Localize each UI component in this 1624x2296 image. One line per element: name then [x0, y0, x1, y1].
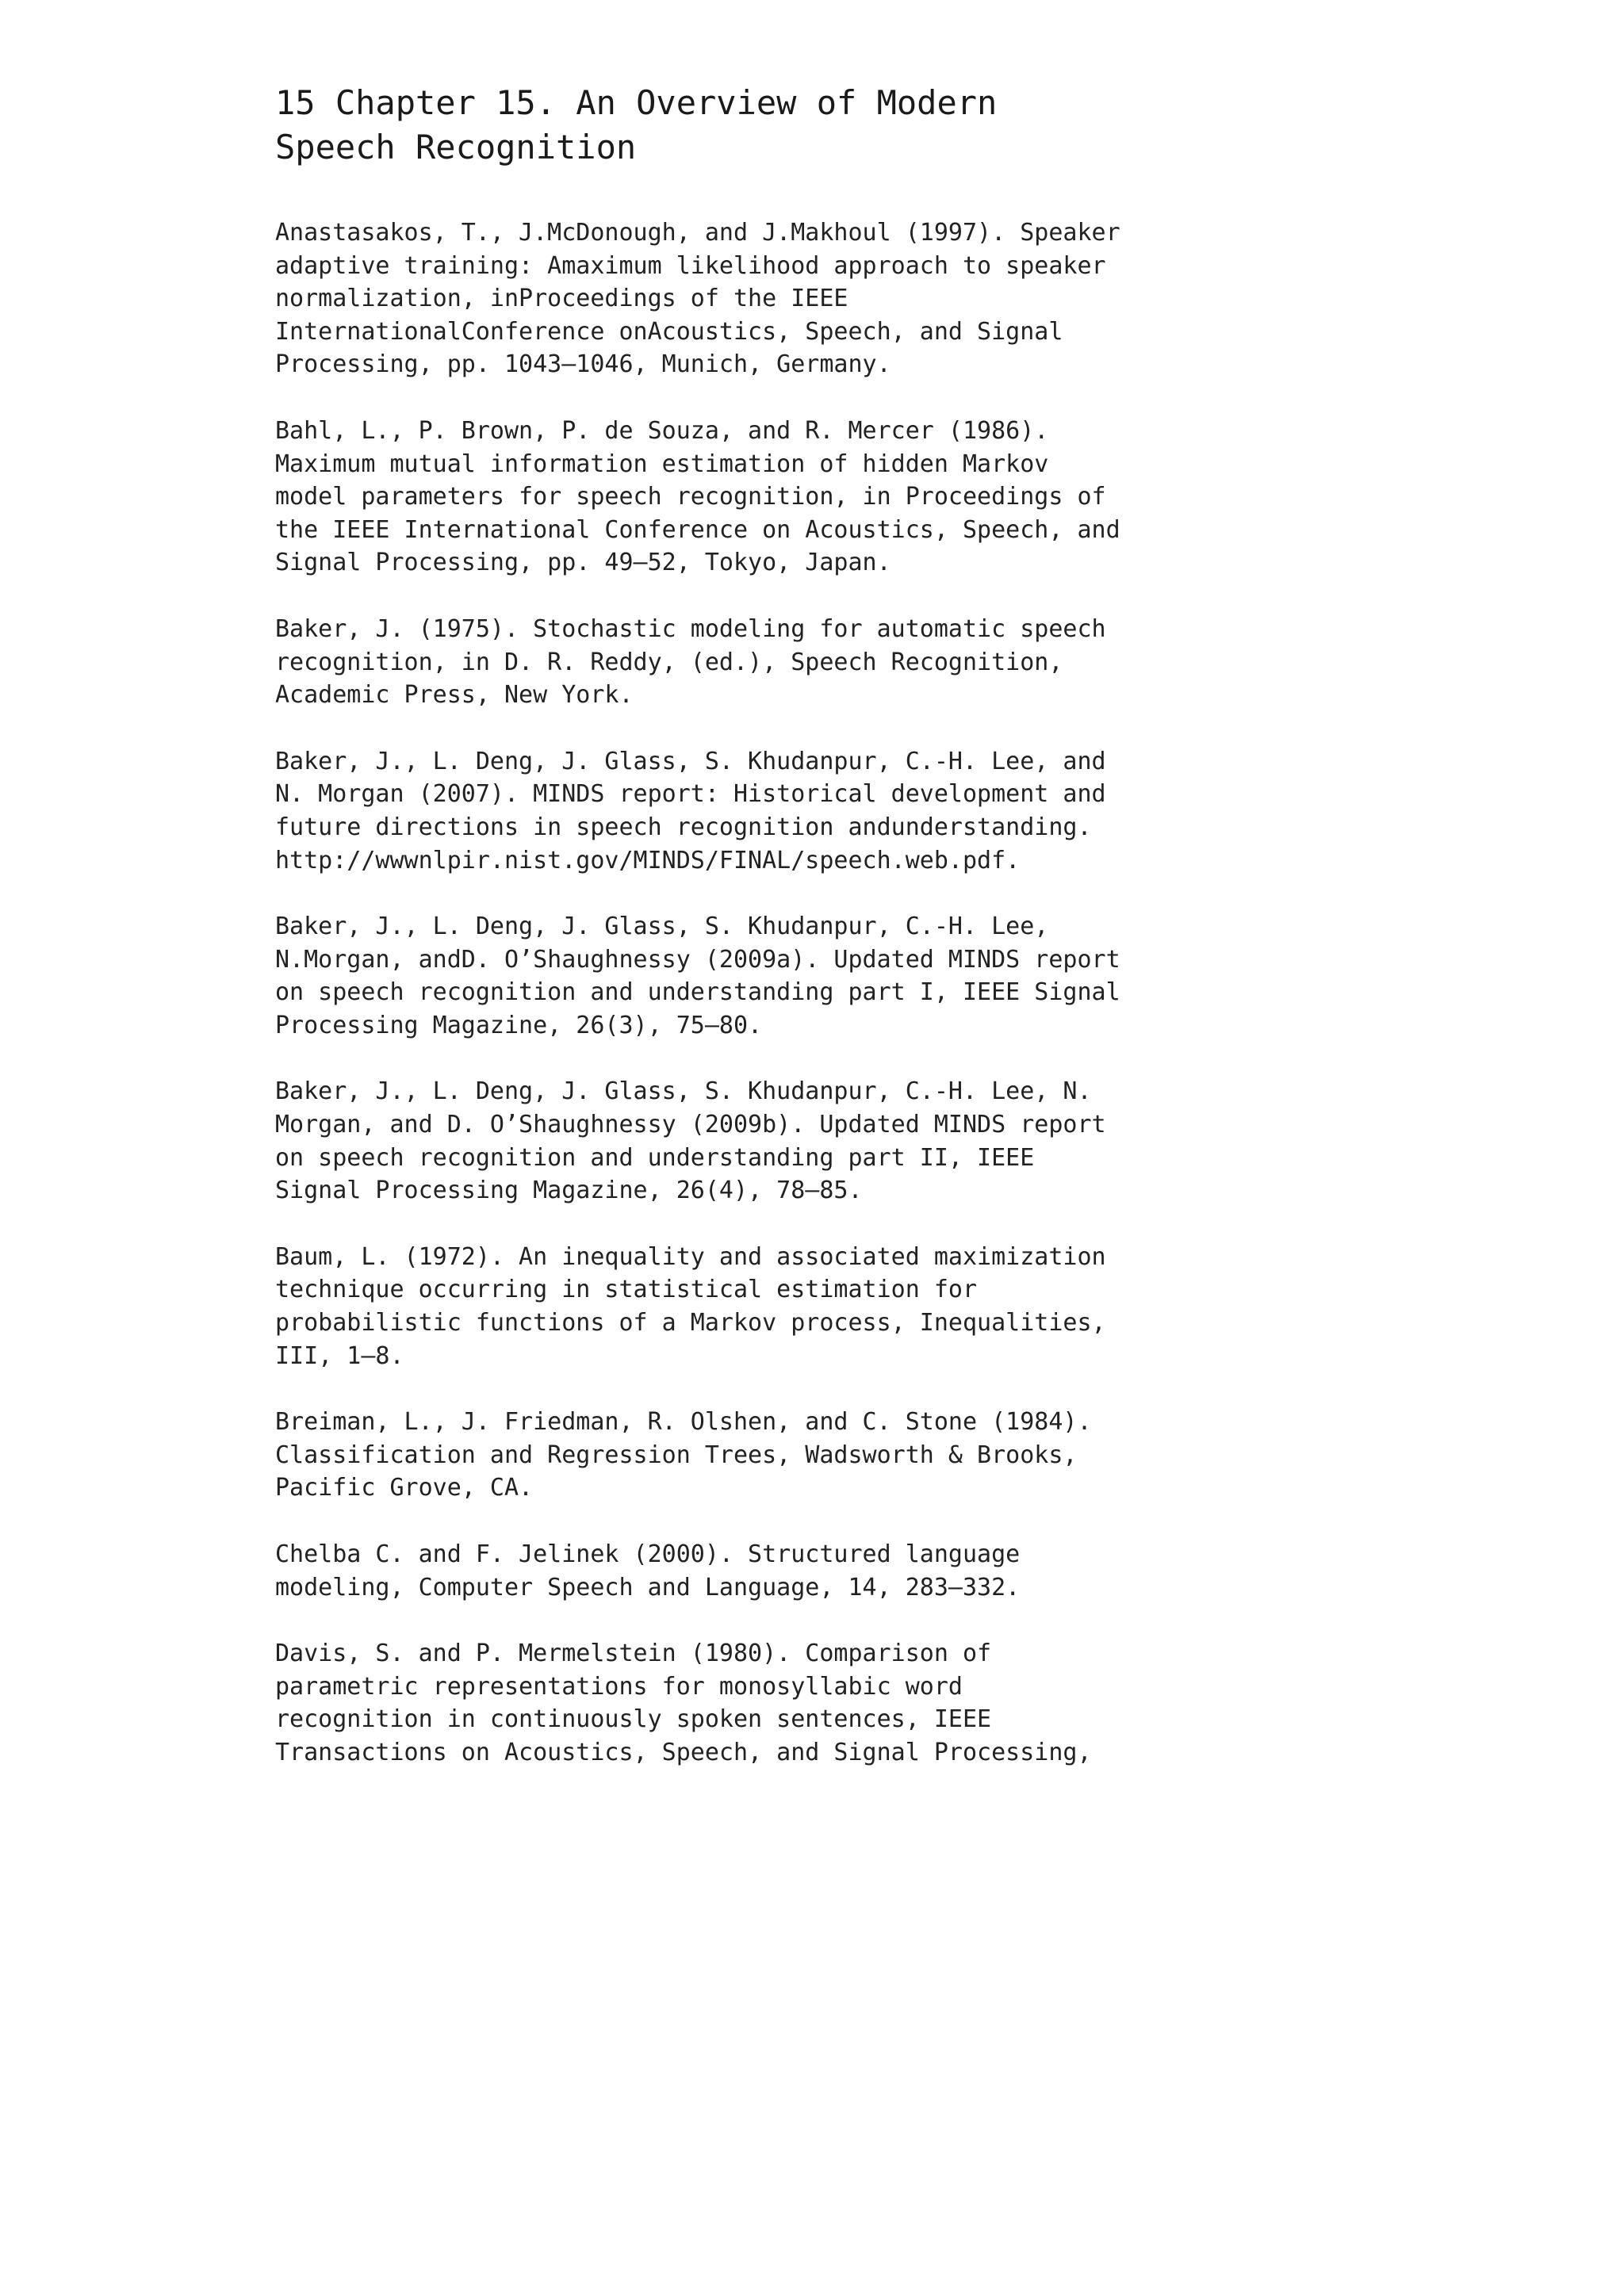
reference-line: normalization, inProceedings of the IEEE: [275, 285, 848, 313]
reference-line: parametric representations for monosyllabic word: [275, 1672, 963, 1701]
reference-line: on speech recognition and understanding part II, IEEE: [275, 1143, 1035, 1172]
reference-line: Bahl, L., P. Brown, P. de Souza, and R. Mercer (1986).: [275, 416, 1049, 445]
reference-entry: [275, 745, 1147, 877]
reference-line: N. Morgan (2007). MINDS report: Historical development and: [275, 780, 1106, 809]
reference-line: Morgan, and D. O’Shaughnessy (2009b). Updated MINDS report: [275, 1111, 1106, 1139]
chapter-title-line: Speech Recognition: [275, 128, 637, 166]
reference-list: [275, 216, 1147, 1770]
reference-entry: [275, 1406, 1147, 1505]
chapter-title: [275, 81, 1147, 170]
reference-line: Anastasakos, T., J.McDonough, and J.Makhoul (1997). Speaker: [275, 219, 1120, 247]
reference-line: technique occurring in statistical estimation for: [275, 1276, 978, 1304]
reference-line: modeling, Computer Speech and Language, 14, 283–332.: [275, 1573, 1021, 1601]
reference-line: Breiman, L., J. Friedman, R. Olshen, and C. Stone (1984).: [275, 1408, 1092, 1437]
reference-line: recognition in continuously spoken sentences, IEEE: [275, 1705, 992, 1734]
reference-line: recognition, in D. R. Reddy, (ed.), Speech Recognition,: [275, 648, 1063, 676]
reference-line: adaptive training: Amaximum likelihood approach to speaker: [275, 251, 1106, 280]
reference-line: N.Morgan, andD. O’Shaughnessy (2009a). Updated MINDS report: [275, 945, 1120, 974]
reference-entry: [275, 910, 1147, 1042]
reference-entry: [275, 1241, 1147, 1372]
reference-line: Classification and Regression Trees, Wadsworth & Brooks,: [275, 1441, 1078, 1469]
document-page: [275, 0, 1147, 1803]
reference-line: Signal Processing Magazine, 26(4), 78–85.: [275, 1177, 863, 1205]
reference-line: Davis, S. and P. Mermelstein (1980). Comparison of: [275, 1640, 992, 1668]
reference-line: Chelba C. and F. Jelinek (2000). Structured language: [275, 1540, 1021, 1568]
reference-line: III, 1–8.: [275, 1341, 404, 1370]
reference-entry: [275, 1637, 1147, 1769]
reference-entry: [275, 415, 1147, 580]
reference-line: the IEEE International Conference on Acoustics, Speech, and: [275, 515, 1120, 544]
reference-line: Maximum mutual information estimation of hidden Markov: [275, 450, 1049, 478]
reference-line: Signal Processing, pp. 49–52, Tokyo, Japan.: [275, 549, 891, 577]
reference-line: future directions in speech recognition andunderstanding.: [275, 813, 1092, 841]
chapter-title-line: 15 Chapter 15. An Overview of Modern: [275, 83, 998, 122]
reference-line: probabilistic functions of a Markov process, Inequalities,: [275, 1309, 1106, 1337]
reference-line: Baker, J., L. Deng, J. Glass, S. Khudanpur, C.-H. Lee, and: [275, 747, 1106, 775]
reference-line: Processing Magazine, 26(3), 75–80.: [275, 1011, 763, 1039]
reference-line: Academic Press, New York.: [275, 681, 634, 710]
reference-line: InternationalConference onAcoustics, Speech, and Signal: [275, 317, 1063, 346]
reference-entry: [275, 1075, 1147, 1207]
reference-line: Baum, L. (1972). An inequality and associated maximization: [275, 1242, 1106, 1271]
reference-line: Pacific Grove, CA.: [275, 1474, 534, 1502]
reference-url: http://wwwnlpir.nist.gov/MINDS/FINAL/speech.web.pdf.: [275, 846, 1021, 874]
reference-line: Processing, pp. 1043–1046, Munich, Germany.: [275, 350, 891, 379]
reference-line: on speech recognition and understanding part I, IEEE Signal: [275, 978, 1120, 1007]
reference-entry: [275, 1538, 1147, 1604]
reference-line: Transactions on Acoustics, Speech, and Signal Processing,: [275, 1738, 1092, 1766]
reference-entry: [275, 613, 1147, 712]
reference-entry: [275, 216, 1147, 381]
reference-line: model parameters for speech recognition, in Proceedings of: [275, 483, 1106, 511]
reference-line: Baker, J., L. Deng, J. Glass, S. Khudanpur, C.-H. Lee,: [275, 913, 1049, 941]
reference-line: Baker, J. (1975). Stochastic modeling for automatic speech: [275, 614, 1106, 643]
reference-line: Baker, J., L. Deng, J. Glass, S. Khudanpur, C.-H. Lee, N.: [275, 1077, 1092, 1106]
